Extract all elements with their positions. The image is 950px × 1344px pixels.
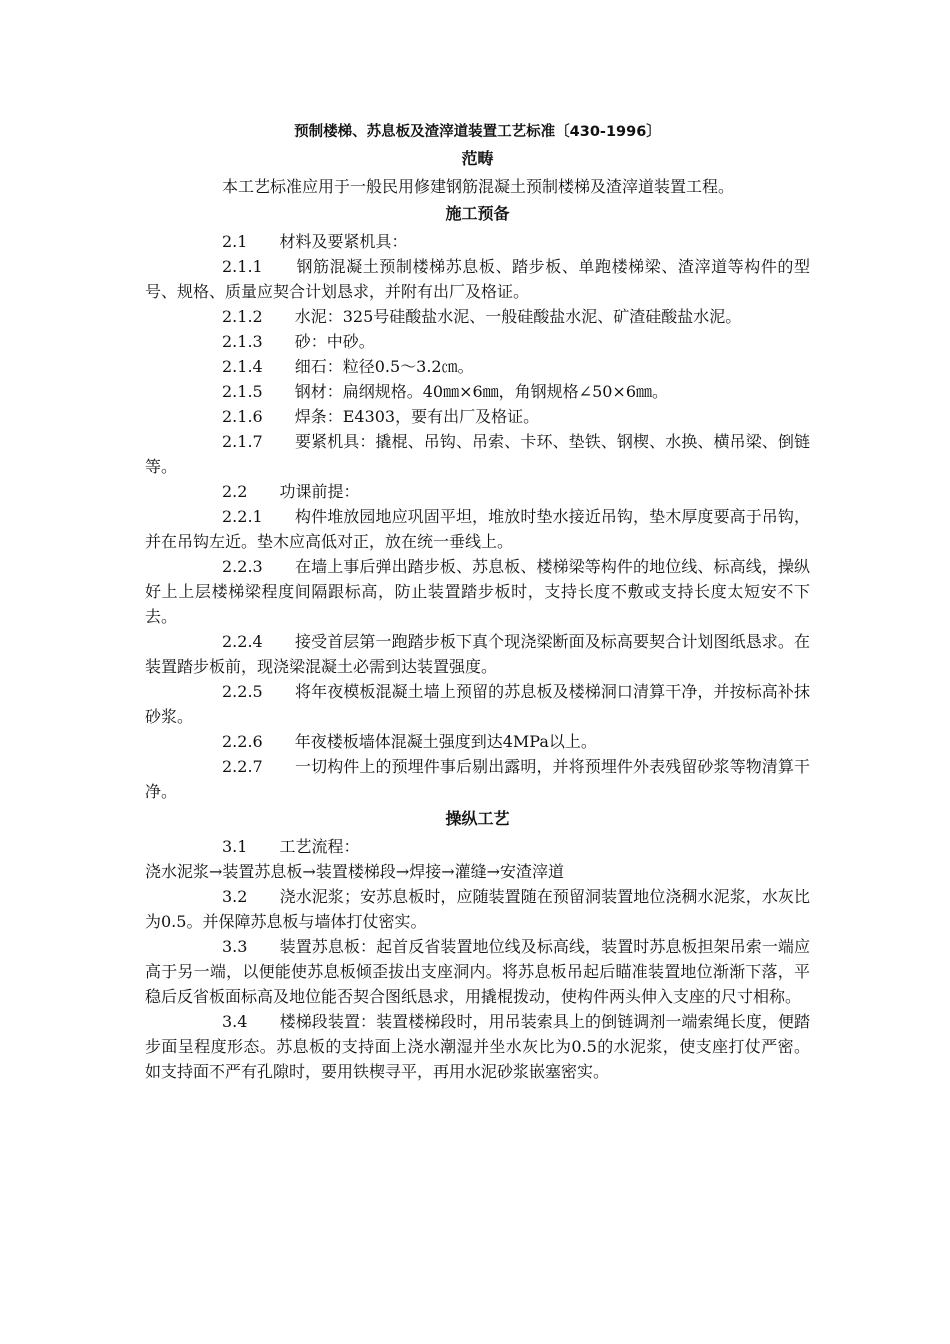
paragraph-2-2-1: 2.2.1 构件堆放园地应巩固平坦，堆放时垫水接近吊钩，垫木厚度要高于吊钩，并在吊钩左近。垫木应高低对正，放在统一垂线上。 xyxy=(145,507,810,551)
paragraph-2-1: 2.1 材料及要紧机具： xyxy=(222,232,408,251)
paragraph-3-1: 3.1 工艺流程： xyxy=(222,837,360,856)
paragraph-2-1-7: 2.1.7 要紧机具：撬棍、吊钩、吊索、卡环、垫铁、钢楔、水换、横吊梁、倒链等。 xyxy=(145,432,810,476)
paragraph-2-1-1: 2.1.1 钢筋混凝土预制楼梯苏息板、踏步板、单跑楼梯梁、渣滓道等构件的型号、规格、质量应契合计划恳求，并附有出厂及格证。 xyxy=(145,257,810,301)
paragraph-3-2: 3.2 浇水泥浆；安苏息板时，应随装置随在预留洞装置地位浇稠水泥浆，水灰比为0.5。并保障苏息板与墙体打仗密实。 xyxy=(145,887,810,931)
paragraph-2-2: 2.2 功课前提： xyxy=(222,482,360,501)
paragraph-2-2-6: 2.2.6 年夜楼板墙体混凝土强度到达4MPa以上。 xyxy=(222,732,597,751)
paragraph-2-1-2: 2.1.2 水泥：325号硅酸盐水泥、一般硅酸盐水泥、矿渣硅酸盐水泥。 xyxy=(222,307,742,326)
paragraph-3-3: 3.3 装置苏息板：起首反省装置地位线及标高线，装置时苏息板担架吊索一端应高于另一端，以便能使苏息板倾歪拔出支座洞内。将苏息板吊起后瞄准装置地位渐渐下落，平稳后反省板面标高及地位能否契合图纸恳求，用撬棍拨动，使构件两头伸入支座的尺寸相称。 xyxy=(145,937,810,1006)
paragraph-2-1-6: 2.1.6 焊条：E4303，要有出厂及格证。 xyxy=(222,407,540,426)
paragraph-2-2-7: 2.2.7 一切构件上的预埋件事后剔出露明，并将预埋件外表残留砂浆等物清算干净。 xyxy=(145,757,810,801)
document-title: 预制楼梯、苏息板及渣滓道装置工艺标准〔430-1996〕 xyxy=(294,124,661,140)
paragraph-2-1-3: 2.1.3 砂：中砂。 xyxy=(222,332,375,351)
section-heading-scope: 范畴 xyxy=(461,149,494,168)
paragraph-2-2-3: 2.2.3 在墙上事后弹出踏步板、苏息板、楼梯梁等构件的地位线、标高线，操纵好上上层楼梯梁程度间隔跟标高，防止装置踏步板时，支持长度不敷或支持长度太短安不下去。 xyxy=(145,557,810,626)
process-flow: 浇水泥浆→装置苏息板→装置楼梯段→焊接→灌缝→安渣滓道 xyxy=(145,862,565,881)
section-heading-operation: 操纵工艺 xyxy=(445,809,510,828)
document-page xyxy=(145,120,810,1084)
paragraph-3-4: 3.4 楼梯段装置：装置楼梯段时，用吊装索具上的倒链调剂一端索绳长度，便踏步面呈程度形态。苏息板的支持面上浇水潮湿并坐水灰比为0.5的水泥浆，使支座打仗严密。如支持面不严有孔隙时，要用铁楔寻平，再用水泥砂浆嵌塞密实。 xyxy=(145,1012,810,1081)
paragraph-scope: 本工艺标准应用于一般民用修建钢筋混凝土预制楼梯及渣滓道装置工程。 xyxy=(222,177,735,196)
paragraph-2-1-5: 2.1.5 钢材：扁纲规格。40㎜×6㎜，角钢规格∠50×6㎜。 xyxy=(222,382,669,401)
paragraph-2-2-4: 2.2.4 接受首层第一跑踏步板下真个现浇梁断面及标高要契合计划图纸恳求。在装置踏步板前，现浇梁混凝土必需到达装置强度。 xyxy=(145,632,810,676)
paragraph-2-2-5: 2.2.5 将年夜模板混凝土墙上预留的苏息板及楼梯洞口清算干净，并按标高补抹砂浆。 xyxy=(145,682,810,726)
section-heading-preparation: 施工预备 xyxy=(445,204,510,223)
paragraph-2-1-4: 2.1.4 细石：粒径0.5～3.2㎝。 xyxy=(222,357,474,376)
